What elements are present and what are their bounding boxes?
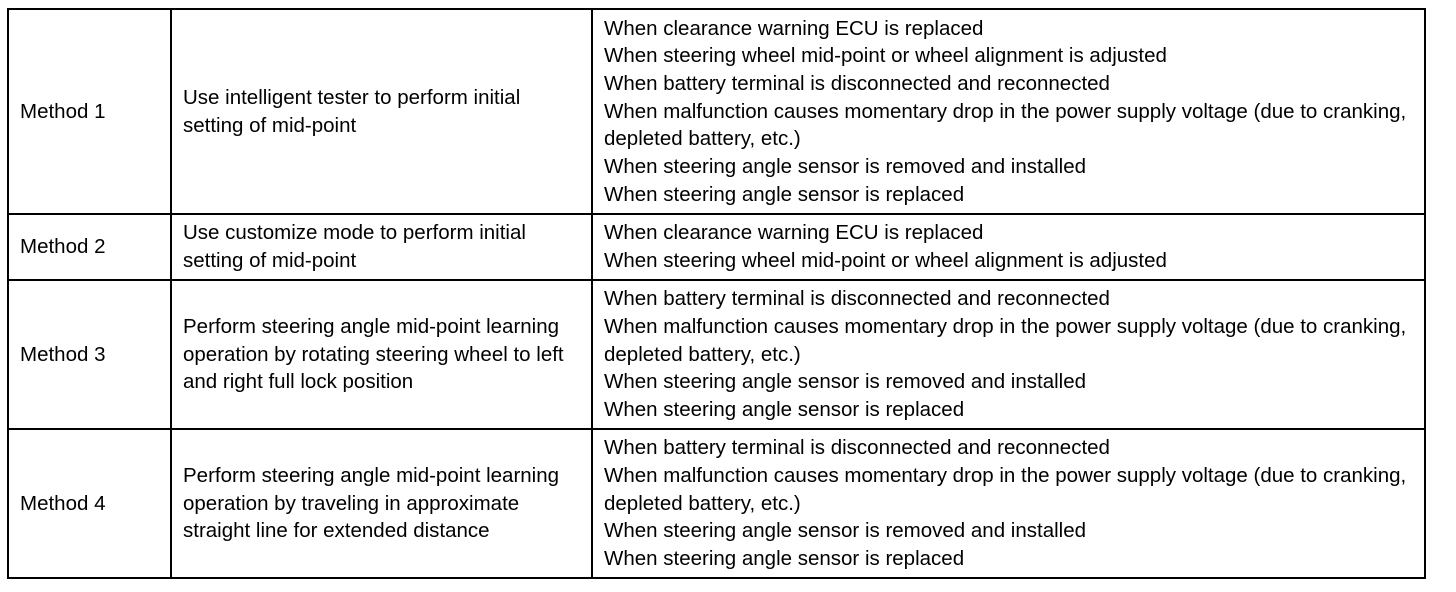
condition-item: When steering angle sensor is removed and installed [604,370,1087,394]
condition-item: When steering angle sensor is replaced [604,547,965,571]
action-cell: Perform steering angle mid-point learning operation by rotating steering wheel to left and right full lock position [171,280,592,429]
condition-item: When battery terminal is disconnected and reconnected [604,287,1110,311]
table-row [8,214,1425,280]
method-cell: Method 3 [8,280,171,429]
mid-point-methods-table [7,8,1426,579]
conditions-cell [592,214,1425,280]
condition-item: When steering angle sensor is replaced [604,398,965,422]
method-cell: Method 4 [8,429,171,578]
condition-item: When clearance warning ECU is replaced [604,221,984,245]
table-row [8,429,1425,578]
condition-item: When malfunction causes momentary drop in the power supply voltage (due to cranking, depleted battery, etc.) [604,314,1407,366]
conditions-cell [592,280,1425,429]
method-cell: Method 2 [8,214,171,280]
action-cell: Perform steering angle mid-point learning operation by traveling in approximate straight line for extended distance [171,429,592,578]
condition-item: When steering angle sensor is removed and installed [604,519,1087,543]
condition-item: When steering wheel mid-point or wheel alignment is adjusted [604,44,1167,68]
condition-item: When malfunction causes momentary drop in the power supply voltage (due to cranking, depleted battery, etc.) [604,99,1407,151]
action-cell: Use customize mode to perform initial setting of mid-point [171,214,592,280]
condition-item: When malfunction causes momentary drop in the power supply voltage (due to cranking, depleted battery, etc.) [604,463,1407,515]
method-cell: Method 1 [8,9,171,214]
action-cell: Use intelligent tester to perform initial setting of mid-point [171,9,592,214]
table-row [8,280,1425,429]
conditions-cell [592,429,1425,578]
condition-item: When steering angle sensor is removed and installed [604,155,1087,179]
table-row [8,9,1425,214]
condition-item: When steering wheel mid-point or wheel alignment is adjusted [604,249,1167,272]
condition-item: When clearance warning ECU is replaced [604,16,984,40]
conditions-cell [592,9,1425,214]
condition-item: When battery terminal is disconnected and reconnected [604,71,1110,95]
condition-item: When steering angle sensor is replaced [604,182,965,206]
condition-item: When battery terminal is disconnected and reconnected [604,436,1110,460]
